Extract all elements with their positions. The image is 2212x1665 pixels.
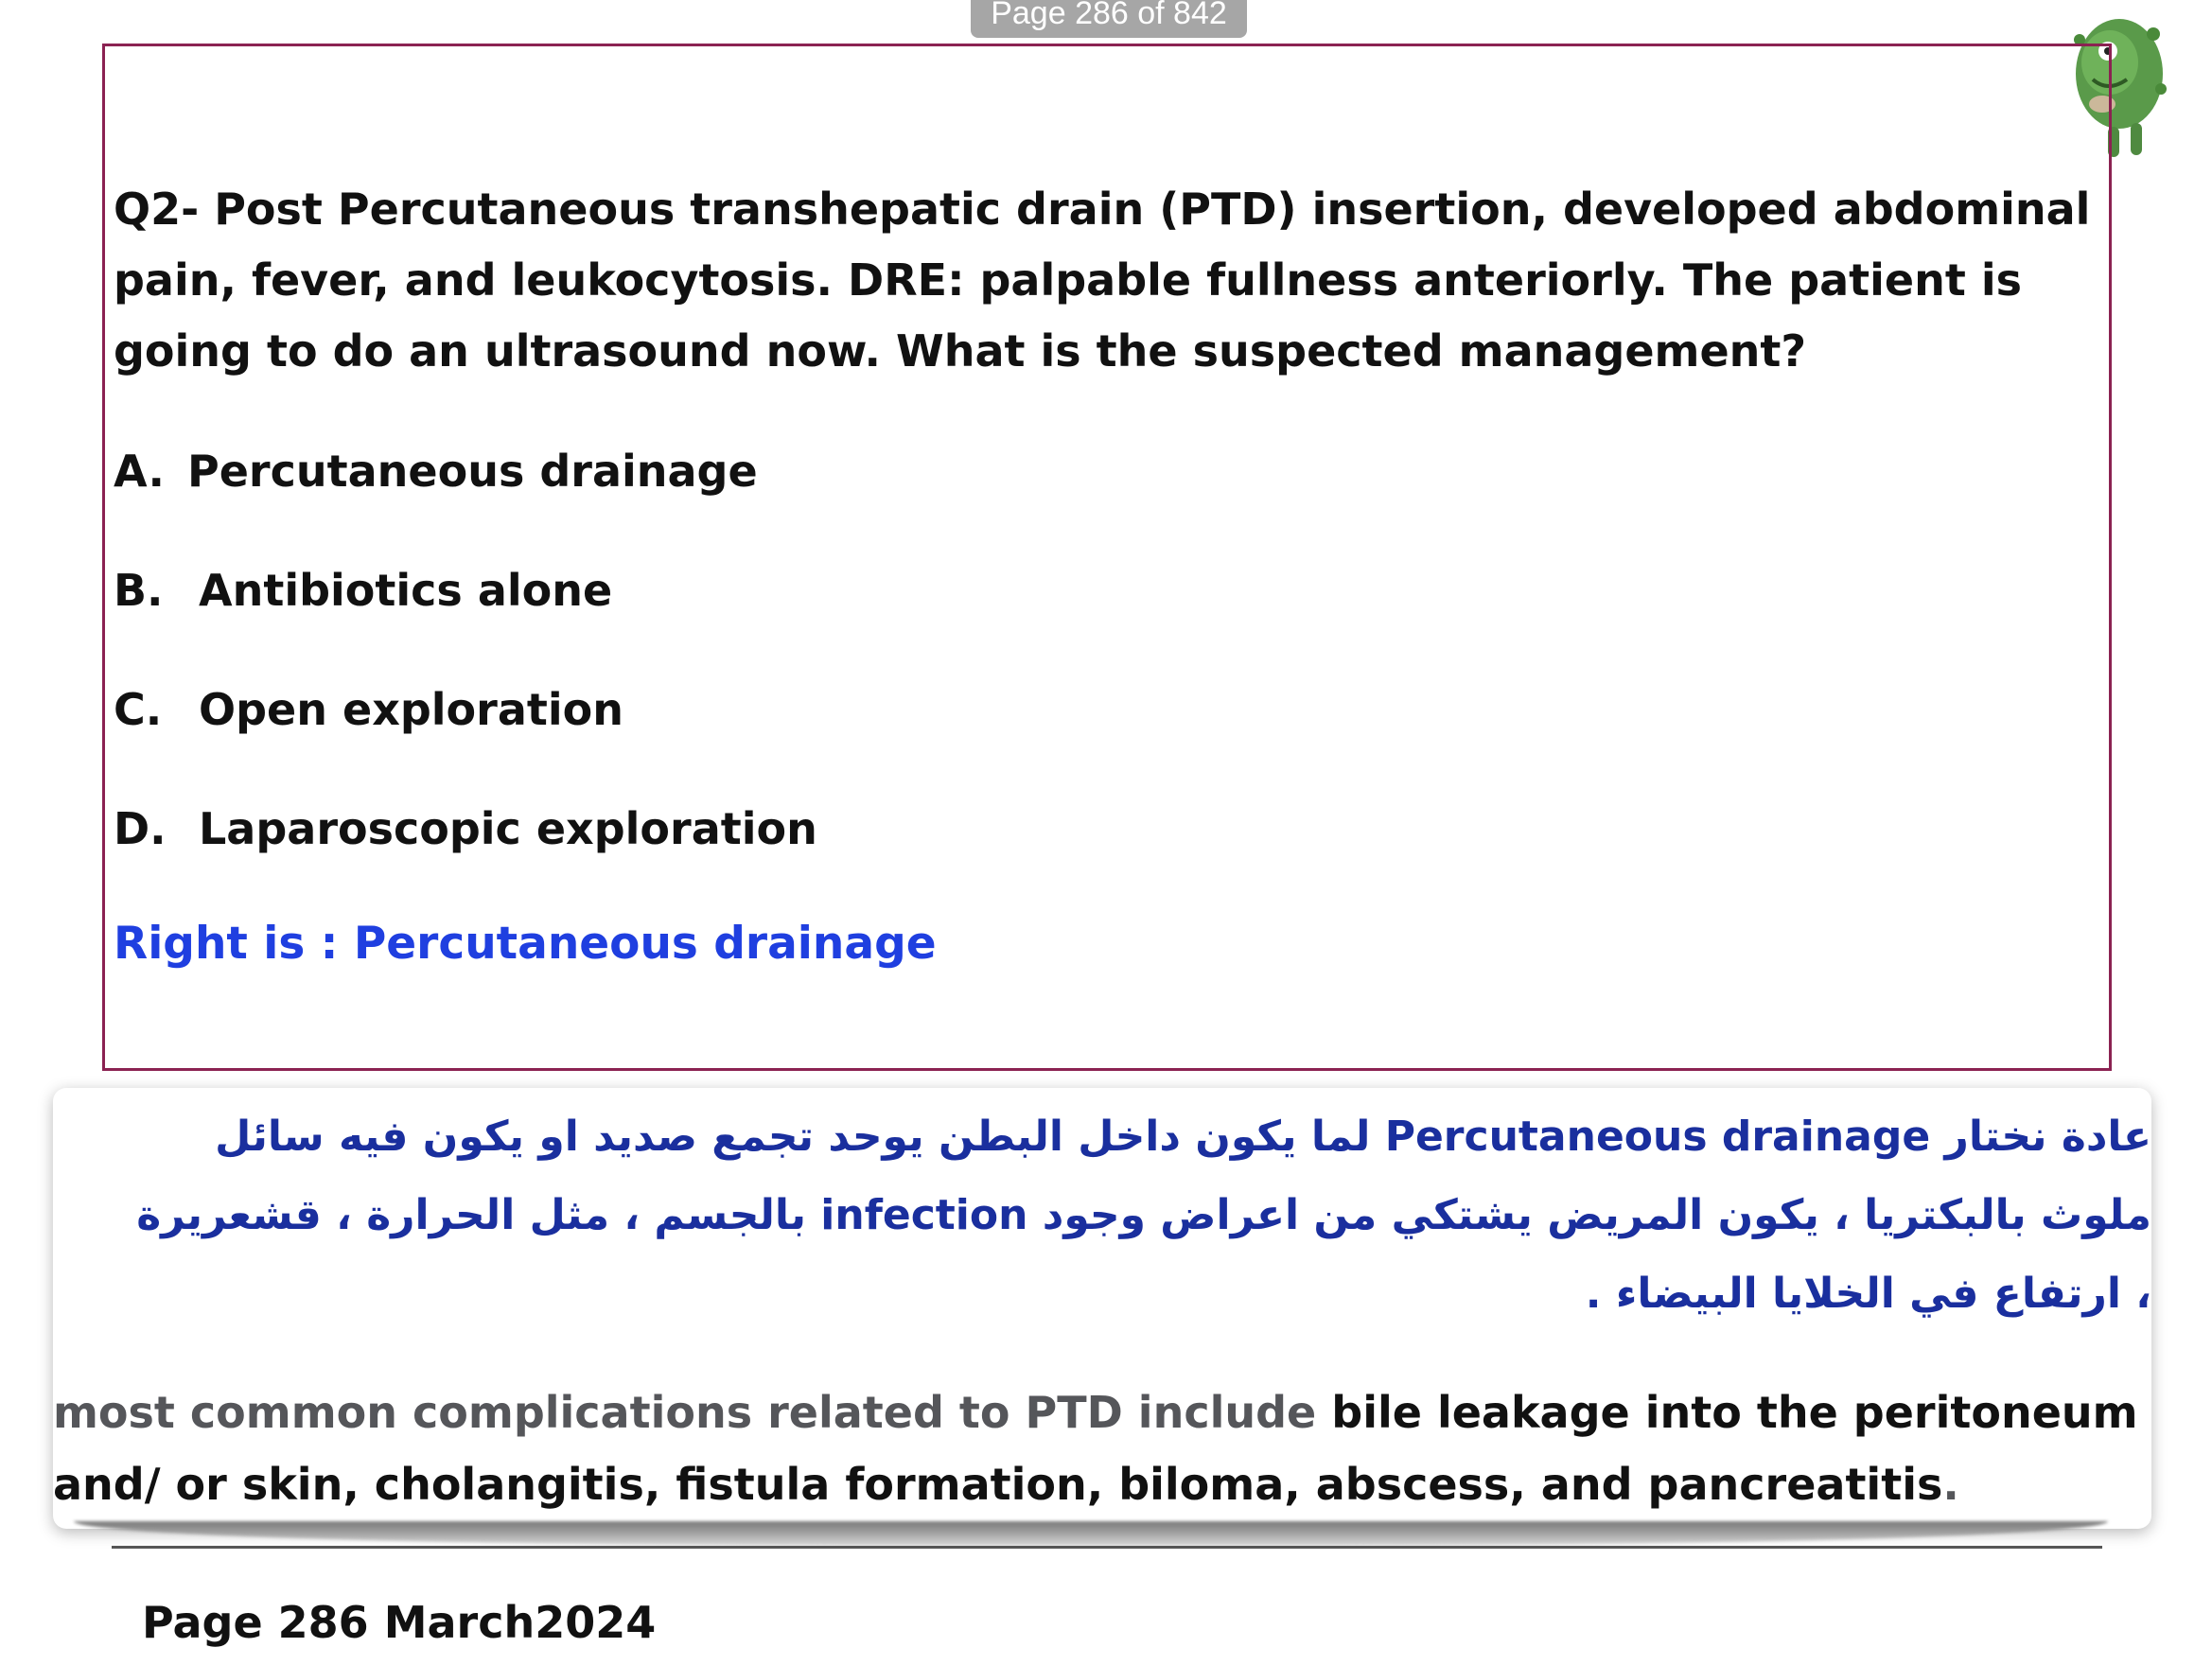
correct-answer: Right is : Percutaneous drainage (114, 918, 937, 970)
option-letter: D. (114, 803, 167, 854)
option-letter: A. (114, 446, 165, 497)
arabic-term: infection (820, 1191, 1028, 1239)
option-text: Antibiotics alone (199, 565, 613, 616)
option-c (114, 681, 623, 738)
option-text: Laparoscopic exploration (199, 803, 817, 854)
page-footer: Page 286 March2024 (142, 1597, 657, 1648)
complications-text (53, 1376, 2144, 1520)
option-a (114, 443, 758, 500)
arabic-text: بالجسم ، مثل الحرارة ، قشعريرة ، ارتفاع في الخلايا البيضاء . (136, 1191, 2151, 1318)
complications-end: . (1942, 1459, 1959, 1510)
arabic-text: عادة نختار (1944, 1113, 2151, 1161)
torn-paper-edge (74, 1521, 2108, 1546)
arabic-explanation (117, 1097, 2151, 1333)
question-stem: Q2- Post Percutaneous transhepatic drain (PTD) insertion, developed abdominal pain, fever, and leukocytosis. DRE: palpable fullness anteriorly. The patient is going to do an ultrasound now. What is the suspected management? (114, 184, 2091, 377)
page-indicator: Page 286 of 842 (971, 0, 1247, 38)
option-b (114, 562, 612, 619)
arabic-text: لما يكون داخل البطن يوحد تجمع صديد او يكون فيه سائل ملوث بالبكتريا ، يكون المريض يشتكي من اعراض وجود (215, 1113, 2151, 1239)
option-text: Open exploration (199, 684, 623, 735)
complications-list: bile leakage into the peritoneum and/ or skin, cholangitis, fistula formation, biloma, abscess, and pancreatitis (53, 1387, 2138, 1510)
footer-divider (112, 1546, 2102, 1549)
arabic-term: Percutaneous drainage (1384, 1113, 1931, 1161)
option-d (114, 800, 817, 857)
option-text: Percutaneous drainage (187, 446, 758, 497)
option-letter: C. (114, 684, 163, 735)
option-letter: B. (114, 565, 164, 616)
complications-intro: most common complications related to PTD include (53, 1387, 1317, 1438)
